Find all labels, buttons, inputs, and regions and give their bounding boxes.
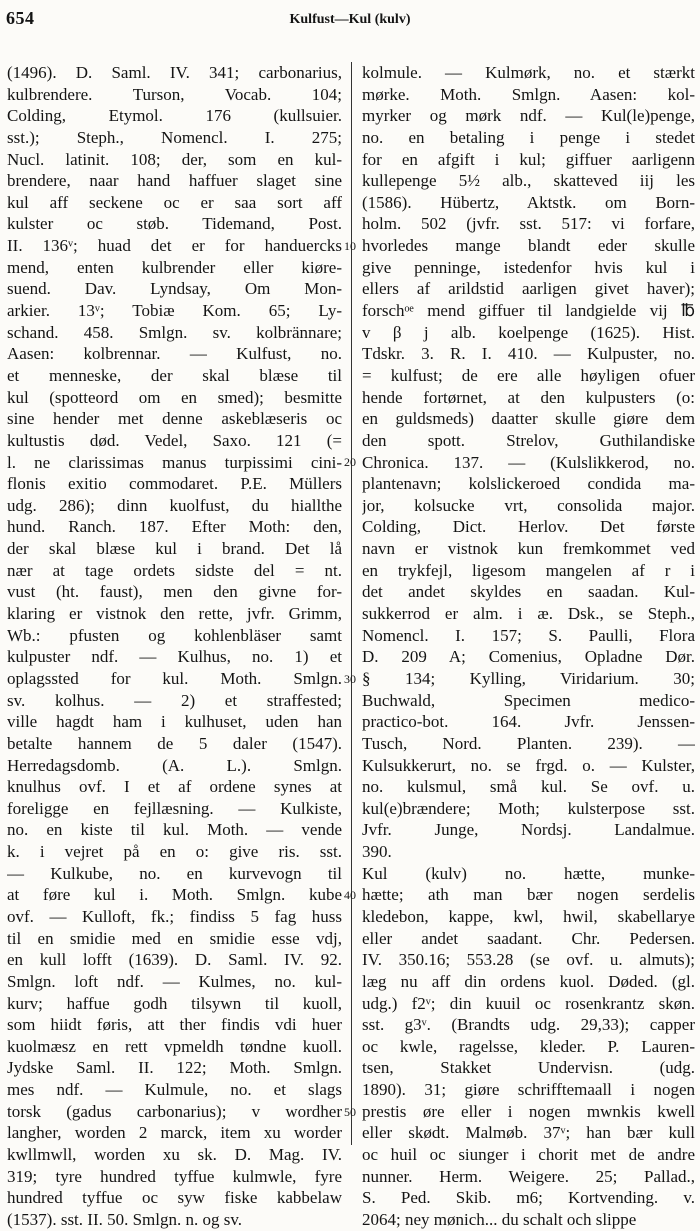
text-line: læg nu aff din ordens kuol. Døded. (gl.	[362, 971, 695, 991]
text-line: give penninge, istedenfor hvis kul i	[362, 257, 695, 277]
text-line: kulbrendere. Turson, Vocab. 104;	[7, 84, 342, 104]
line-number-10: 10	[344, 239, 356, 253]
text-line: plantenavn; kolslickeroed condida ma-	[362, 474, 695, 494]
text-line: 2064; ney mønich... du schalt och slippe	[362, 1209, 637, 1229]
text-line: myrker og mørk ndf. — Kul(le)penge,	[362, 106, 695, 126]
text-line: torsk (gadus carbonarius); v wordher	[7, 1101, 342, 1121]
text-line: langher, worden 2 marck, item xu worder	[7, 1123, 342, 1143]
text-line: Buchwald, Specimen medico-	[362, 690, 695, 710]
text-line: prestis øre eller i nogen mwnkis kwell	[362, 1101, 695, 1121]
text-line: kuolmæsz en rett vpmeldh tøndne kuoll.	[7, 1036, 342, 1056]
text-line: tsen, Stakket Undervisn. (udg.	[362, 1058, 695, 1078]
text-line: arkier. 13ᵛ; Tobiæ Kom. 65; Ly-	[7, 301, 342, 321]
column-divider	[351, 62, 352, 1145]
text-line: kolmule. — Kulmørk, no. et stærkt	[362, 63, 695, 82]
right-column	[362, 62, 695, 1231]
text-line: eller skødt. Malmøb. 37ᵛ; han bær kull	[362, 1123, 695, 1143]
text-line: Smlgn. loft ndf. — Kulmes, no. kul-	[7, 971, 342, 991]
running-head: Kulfust—Kul (kulv)	[289, 12, 411, 27]
text-line: brendere, naar hand haffuer slaget sine	[7, 171, 342, 191]
text-line: mend, enten kulbrender eller kiøre-	[7, 257, 342, 277]
text-line: l. ne clarissimas manus turpissimi cini-	[7, 452, 342, 472]
text-line: no. en kiste til kul. Moth. — vende	[7, 820, 342, 840]
text-line: k. i vejret på en o: give ris. sst.	[7, 842, 342, 862]
text-line: at føre kul i. Moth. Smlgn. kube	[7, 885, 342, 905]
text-line: eller andet saadant. Chr. Pedersen.	[362, 928, 695, 948]
text-line: nær at tage ordets sidste del = nt.	[7, 560, 342, 580]
text-line: (1496). D. Saml. IV. 341; carbonarius,	[7, 63, 342, 82]
text-line: den spott. Strelov, Guthilandiske	[362, 430, 695, 450]
line-number-40: 40	[344, 888, 356, 902]
text-line: 390.	[362, 842, 392, 862]
text-line: kultustis død. Vedel, Saxo. 121 (=	[7, 430, 342, 450]
text-line: betalte hannem de 5 daler (1547).	[7, 733, 342, 753]
text-line: Colding, Dict. Herlov. Det første	[362, 517, 695, 537]
text-line: no. en betaling i penge i stedet	[362, 127, 695, 147]
text-line: ellers af arildstid aarligen givet haver);	[362, 279, 695, 299]
text-line: nunner. Herm. Weigere. 25; Pallad.,	[362, 1166, 695, 1186]
text-line: 1890). 31; giøre schrifftemaall i nogen	[362, 1080, 695, 1100]
text-line: hvorledes mange blandt eder skulle	[362, 236, 695, 256]
text-line: Herredagsdomb. (A. L.). Smlgn.	[7, 755, 342, 775]
text-line: Wb.: pfusten og kohlenbläser samt	[7, 625, 342, 645]
line-number-30: 30	[344, 672, 356, 686]
text-line: som hiidt føris, att ther findis vdi huer	[7, 1015, 342, 1035]
text-line: kledebon, kappe, kwl, hwil, skabellarye	[362, 906, 695, 926]
page-number: 654	[6, 8, 35, 28]
text-line: II. 136ᵛ; huad det er for handuercks	[7, 236, 342, 256]
text-line: det andet skyldes en saadan. Kul-	[362, 582, 695, 602]
text-line: § 134; Kylling, Viridarium. 30;	[362, 668, 695, 688]
text-line: Chronica. 137. — (Kulslikkerod, no.	[362, 452, 695, 472]
text-line: v β j alb. koelpenge (1625). Hist.	[362, 322, 695, 342]
text-line: no. kulsmul, små kul. Se ovf. u.	[362, 777, 695, 797]
text-line: Jydske Saml. II. 122; Moth. Smlgn.	[7, 1058, 342, 1078]
text-line: en trykfejl, ligesom mangelen af r i	[362, 560, 695, 580]
text-line: 319; tyre hundred tyffue kulmwle, fyre	[7, 1166, 342, 1186]
text-line: sst. g3ᵛ. (Brandts udg. 29,33); capper	[362, 1015, 695, 1035]
text-line: knulhus ovf. I et af ordene synes at	[7, 777, 342, 797]
text-line: kurv; haffue godh tilsywn til kuoll,	[7, 993, 342, 1013]
text-line: S. Ped. Skib. m6; Kortvending. v.	[362, 1188, 695, 1208]
text-line: (1537). sst. II. 50. Smlgn. n. og sv.	[7, 1209, 243, 1229]
text-line: ovf. — Kulloft, fk.; findiss 5 fag huss	[7, 906, 342, 926]
left-column	[7, 62, 342, 1231]
text-line: practico-bot. 164. Jvfr. Jenssen-	[362, 712, 695, 732]
text-line: flonis exitio commodaret. P.E. Müllers	[7, 474, 342, 494]
text-line: vust (ht. faust), men den givne for-	[7, 582, 342, 602]
text-line: udg. 286); dinn kuolfust, du hiallthe	[7, 495, 342, 515]
text-line: klaring er vistnok den rette, jvfr. Grimm,	[7, 604, 342, 624]
text-line: oplagssted for kul. Moth. Smlgn.	[7, 668, 342, 688]
text-line: suend. Dav. Lyndsay, Om Mon-	[7, 279, 342, 299]
text-line: kul (spotteord om en smed); besmitte	[7, 387, 342, 407]
text-line: kul aff seckene oc er saa sort aff	[7, 192, 342, 212]
text-line: holm. 502 (jvfr. sst. 517: vi forfare,	[362, 214, 695, 234]
text-line: sst.); Steph., Nomencl. I. 275;	[7, 127, 342, 147]
text-line: mes ndf. — Kulmule, no. et slags	[7, 1080, 342, 1100]
text-line: udg.) f2ᵛ; din kuuil oc rosenkrantz skøn.	[362, 993, 695, 1013]
text-line: til en smidie med en smidie esse vdj,	[7, 928, 342, 948]
text-line: Nucl. latinit. 108; der, som en kul-	[7, 149, 342, 169]
text-line: oc kwle, ragelsse, kleder. P. Lauren-	[362, 1036, 695, 1056]
text-line: mørke. Moth. Smlgn. Aasen: kol-	[362, 84, 695, 104]
text-line: Kul (kulv) no. hætte, munke-	[362, 863, 695, 883]
text-line: for en afgift i kul; giffuer aarligenn	[362, 149, 695, 169]
text-line: D. 209 A; Comenius, Opladne Dør.	[362, 647, 695, 667]
line-number-50: 50	[344, 1105, 356, 1119]
text-line: kulpuster ndf. — Kulhus, no. 1) et	[7, 647, 342, 667]
text-line: Tdskr. 3. R. I. 410. — Kulpuster, no.	[362, 344, 695, 364]
text-line: schand. 458. Smlgn. sv. kolbrännare;	[7, 322, 342, 342]
text-line: sv. kolhus. — 2) et straffested;	[7, 690, 342, 710]
text-line: jor, kolsucke vrt, consolida major.	[362, 495, 695, 515]
text-line: Aasen: kolbrennar. — Kulfust, no.	[7, 344, 342, 364]
text-line: sine hender met denne askeblæseris oc	[7, 409, 342, 429]
text-line: Nomencl. I. 157; S. Paulli, Flora	[362, 625, 695, 645]
text-line: oc huil oc siunger i chorit met de andre	[362, 1145, 695, 1165]
text-line: Kulsukkerurt, no. se frgd. o. — Kulster,	[362, 755, 695, 775]
text-line: foreligge en fejllæsning. — Kulkiste,	[7, 798, 342, 818]
text-line: der skal blæse kul i brand. Det lå	[7, 539, 342, 559]
text-line: kulster oc støb. Tidemand, Post.	[7, 214, 342, 234]
text-line: ville hagdt ham i kulhuset, uden han	[7, 712, 342, 732]
text-line: hundred tyffue oc syw fiske kabbelaw	[7, 1188, 342, 1208]
text-line: kullepenge 5½ alb., skatteved iij les	[362, 171, 695, 191]
text-line: hende fortørnet, at den kulpusters (o:	[362, 387, 695, 407]
text-line: et menneske, der skal blæse til	[7, 365, 342, 385]
page-header	[0, 0, 700, 40]
line-number-20: 20	[344, 455, 356, 469]
text-line: Jvfr. Junge, Nordsj. Landalmue.	[362, 820, 695, 840]
text-line: — Kulkube, no. en kurvevogn til	[7, 863, 342, 883]
text-line: = kulfust; de ere alle høyligen ofuer	[362, 365, 695, 385]
text-line: Tusch, Nord. Planten. 239). —	[362, 733, 695, 753]
text-line: hund. Ranch. 187. Efter Moth: den,	[7, 517, 342, 537]
text-line: navn er vistnok kun fremkommet ved	[362, 539, 695, 559]
text-line: sukkerrod er alm. i æ. Dsk., se Steph.,	[362, 604, 695, 624]
text-line: kul(e)brændere; Moth; kulsterpose sst.	[362, 798, 695, 818]
text-line: en guldsmeds) daatter skulle giøre dem	[362, 409, 695, 429]
text-line: en kull lofft (1639). D. Saml. IV. 92.	[7, 950, 342, 970]
text-line: forschᵒᵉ mend giffuer til landgielde vij ℔	[362, 301, 695, 321]
text-line: Colding, Etymol. 176 (kullsuier.	[7, 106, 342, 126]
text-line: (1586). Hübertz, Aktstk. om Born-	[362, 192, 695, 212]
text-line: kwllmwll, worden xu sk. D. Mag. IV.	[7, 1145, 342, 1165]
text-line: IV. 350.16; 553.28 (se ovf. u. almuts);	[362, 950, 695, 970]
text-line: hætte; ath man bær nogen serdelis	[362, 885, 695, 905]
